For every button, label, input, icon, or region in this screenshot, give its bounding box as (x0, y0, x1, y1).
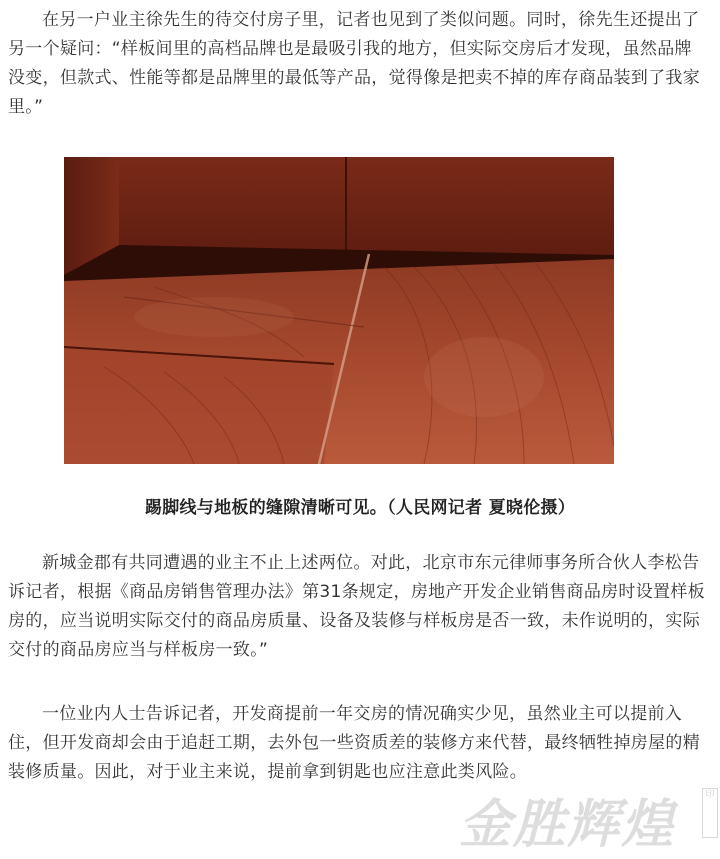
watermark-logo (455, 780, 720, 855)
floor-photo (64, 157, 614, 464)
paragraph-1: 在另一户业主徐先生的待交付房子里，记者也见到了类似问题。同时，徐先生还提出了另一个疑问：“样板间里的高档品牌也是最吸引我的地方，但实际交房后才发现，虽然品牌没变，但款式、性能等都是品牌里的最低等产品，觉得像是把卖不掉的库存商品装到了我家里。” (8, 10, 700, 117)
paragraph-3: 一位业内人士告诉记者，开发商提前一年交房的情况确实少见，虽然业主可以提前入住，但开发商却会由于追赶工期，去外包一些资质差的装修方来代替，最终牺牲掉房屋的精装修质量。因此，对于业主来说，提前拿到钥匙也应注意此类风险。 (8, 704, 700, 782)
watermark-seal: 印 (702, 788, 718, 838)
watermark-text: 金胜辉煌 (459, 794, 676, 855)
photo-caption: 踢脚线与地板的缝隙清晰可见。（人民网记者 夏晓伦摄） (144, 498, 576, 518)
paragraph-2: 新城金郡有共同遭遇的业主不止上述两位。对此，北京市东元律师事务所合伙人李松告诉记者，根据《商品房销售管理办法》第31条规定，房地产开发企业销售商品房时设置样板房的，应当说明实际交付的商品房质量、设备及装修与样板房是否一致，未作说明的，实际交付的商品房应当与样板房一致。” (8, 553, 705, 660)
